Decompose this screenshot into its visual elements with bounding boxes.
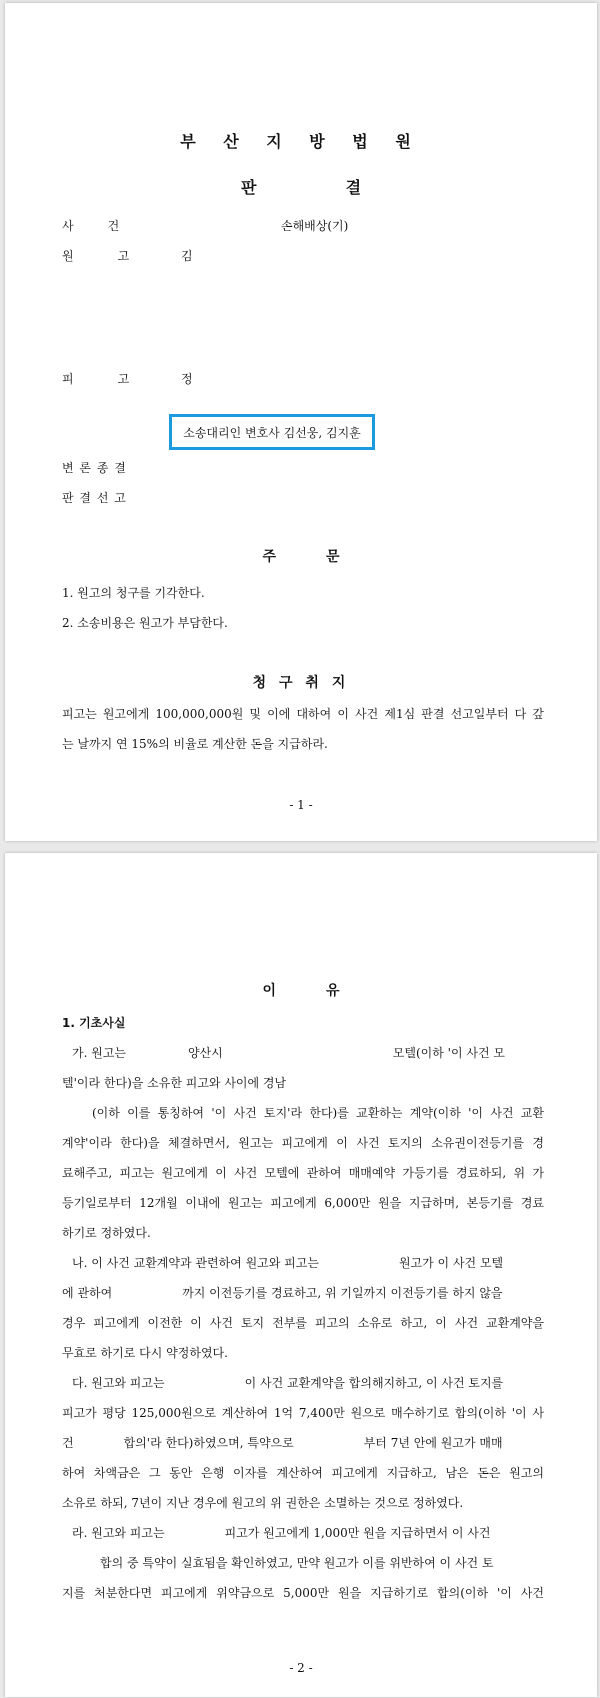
body-line-text: 건 (62, 1436, 74, 1450)
body-line (62, 1098, 544, 1128)
body-line-text: 하여 차액금은 그 동안 은행 이자를 계산하여 피고에게 지급하고, 남은 돈은 원고의 (62, 1466, 544, 1480)
body-line (62, 1278, 544, 1308)
body-line (62, 1248, 544, 1278)
body-line (62, 1578, 544, 1608)
court-name: 부 산 지 방 법 원 (180, 132, 422, 151)
defendant-value: 정 (181, 372, 193, 386)
body-line-text: (이하 이를 통칭하여 '이 사건 토지'라 한다)를 교환하는 계약(이하 '이 사건 교환 (92, 1106, 544, 1120)
document-title-left: 판 (240, 178, 257, 197)
body-line (62, 1518, 544, 1548)
body-line-text: 나. 이 사건 교환계약과 관련하여 원고와 피고는 (72, 1256, 319, 1270)
body-line-text: 계약'이라 한다)을 체결하면서, 원고는 피고에게 이 사건 토지의 소유권이전등기를 경 (62, 1136, 544, 1150)
body-line (62, 1428, 544, 1458)
reason-heading: 이 유 (262, 983, 340, 999)
closing-label: 변 론 종 결 (62, 461, 127, 475)
body-line-text: 무효로 하기로 다시 약정하였다. (62, 1346, 228, 1360)
representative-highlight-box (169, 414, 375, 450)
body-paragraphs (62, 1038, 544, 1608)
body-line-text: 라. 원고와 피고는 (72, 1526, 165, 1540)
representative-text: 소송대리인 변호사 김선웅, 김지훈 (183, 425, 361, 440)
document-page-1 (5, 3, 597, 841)
document-page-2 (5, 853, 597, 1697)
page-number: - 1 - (289, 798, 313, 812)
body-line (62, 1068, 544, 1098)
body-line (62, 1338, 544, 1368)
body-line-text: 합의 중 특약이 실효됨을 확인하였고, 만약 원고가 이를 위반하여 이 사건 토 (100, 1556, 494, 1570)
defendant-label: 피고 (62, 372, 130, 386)
body-line (62, 1368, 544, 1398)
document-title-right: 결 (345, 178, 362, 197)
body-line (62, 1188, 544, 1218)
body-line-text: 경우 피고에게 이전한 이 사건 토지 전부를 피고의 소유로 하고, 이 사건 교환계약을 (62, 1316, 544, 1330)
body-line-text: 에 관하여 (62, 1286, 113, 1300)
body-line-text: 모텔(이하 '이 사건 모 (392, 1046, 505, 1060)
body-line-text: 료해주고, 피고는 원고에게 이 사건 모텔에 관하여 매매예약 가등기를 경료하되, 위 가 (62, 1166, 544, 1180)
body-line-text: 이 사건 교환계약을 합의해지하고, 이 사건 토지를 (244, 1376, 504, 1390)
body-line-text: 합의'라 한다)하였으며, 특약으로 (123, 1436, 294, 1450)
case-value: 손해배상(기) (281, 219, 349, 233)
body-line-text: 소유로 하되, 7년이 지난 경우에 원고의 위 권한은 소멸하는 것으로 정하였다. (62, 1496, 464, 1510)
body-line-text: 피고가 원고에게 1,000만 원을 지급하면서 이 사건 (224, 1526, 491, 1540)
body-line-text: 원고가 이 사건 모텔 (398, 1256, 504, 1270)
claim-line: 피고는 원고에게 100,000,000원 및 이에 대하여 이 사건 제1심 판결 선고일부터 다 갚 (62, 707, 544, 721)
sentence-label: 판 결 선 고 (62, 491, 127, 505)
claim-line: 는 날까지 연 15%의 비율로 계산한 돈을 지급하라. (62, 737, 328, 751)
case-label: 사건 (62, 219, 120, 233)
body-line-text: 텔'이라 한다)을 소유한 피고와 사이에 경남 (62, 1076, 287, 1090)
body-line-text: 다. 원고와 피고는 (72, 1376, 165, 1390)
order-item-2: 2. 소송비용은 원고가 부담한다. (62, 616, 228, 630)
body-line (62, 1488, 544, 1518)
body-line (62, 1038, 544, 1068)
body-line-text: 피고가 평당 125,000원으로 계산하여 1억 7,400만 원으로 매수하기로 합의(이하 '이 사 (62, 1406, 544, 1420)
body-line-text: 까지 이전등기를 경료하고, 위 기일까지 이전등기를 하지 않을 (182, 1286, 503, 1300)
plaintiff-label: 원고 (62, 249, 130, 263)
document-title (5, 175, 597, 198)
body-line-text: 부터 7년 안에 원고가 매매 (363, 1436, 503, 1450)
claim-heading: 청 구 취 지 (252, 675, 350, 691)
body-line-text: 등기일로부터 12개월 이내에 원고는 피고에게 6,000만 원을 지급하며, 본등기를 경료 (62, 1196, 544, 1210)
body-line (62, 1218, 544, 1248)
body-line (62, 1308, 544, 1338)
body-line-text: 가. 원고는 (72, 1046, 126, 1060)
body-line-text: 양산시 (188, 1046, 223, 1060)
order-item-1: 1. 원고의 청구를 기각한다. (62, 586, 205, 600)
body-line (62, 1128, 544, 1158)
body-line (62, 1158, 544, 1188)
page-number: - 2 - (289, 1661, 313, 1675)
body-line (62, 1398, 544, 1428)
plaintiff-value: 김 (181, 249, 193, 263)
section-heading: 1. 기초사실 (62, 1016, 126, 1030)
body-line (62, 1548, 544, 1578)
body-line-text: 지를 처분한다면 피고에게 위약금으로 5,000만 원을 지급하기로 합의(이하 '이 사건 (62, 1586, 544, 1600)
body-line-text: 하기로 정하였다. (62, 1226, 151, 1240)
order-heading: 주 문 (262, 549, 340, 565)
claim-paragraph (62, 699, 544, 759)
body-line (62, 1458, 544, 1488)
